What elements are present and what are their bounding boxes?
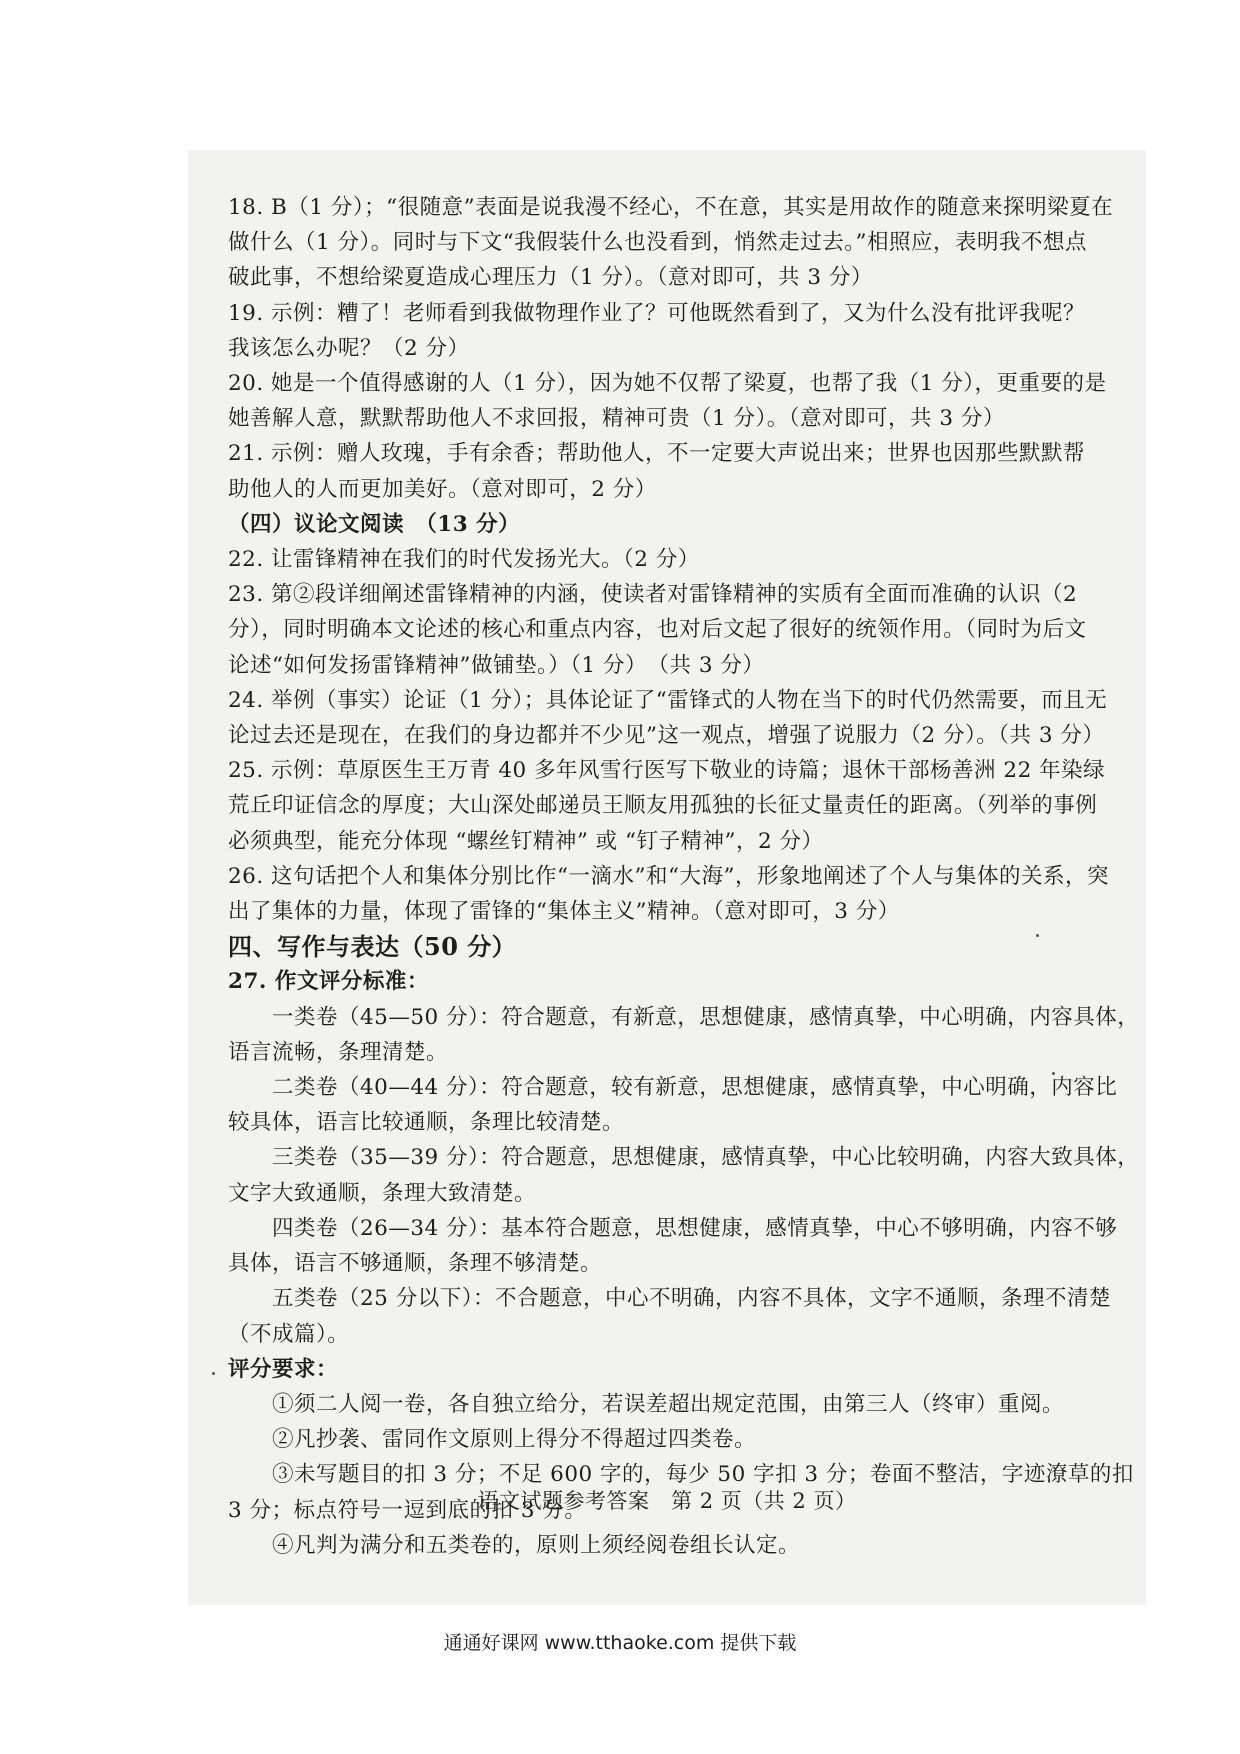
text-line: 21. 示例：赠人玫瑰，手有余香；帮助他人，不一定要大声说出来；世界也因那些默默帮 xyxy=(228,441,1086,467)
text-line: 语言流畅，条理清楚。 xyxy=(228,1039,449,1065)
text-line: 分），同时明确本文论述的核心和重点内容，也对后文起了很好的统领作用。（同时为后文 xyxy=(228,617,1087,643)
text-line: 荒丘印证信念的厚度；大山深处邮递员王顺友用孤独的长征丈量责任的距离。（列举的事例 xyxy=(228,793,1098,819)
text-line: 文字大致通顺，条理大致清楚。 xyxy=(228,1180,537,1206)
text-line: 必须典型，能充分体现 “螺丝钉精神” 或 “钉子精神”，2 分） xyxy=(228,828,824,854)
text-line: 三类卷（35—39 分）：符合题意，思想健康，感情真挚，中心比较明确，内容大致具体， xyxy=(272,1145,1140,1171)
text-line: 我该怎么办呢？（2 分） xyxy=(228,335,470,361)
text-line: 一类卷（45—50 分）：符合题意，有新意，思想健康，感情真挚，中心明确，内容具体， xyxy=(272,1004,1140,1030)
text-line: ②凡抄袭、雷同作文原则上得分不得超过四类卷。 xyxy=(272,1427,757,1453)
text-line: 3 分；标点符号一逗到底的扣 3 分。 xyxy=(228,1497,587,1523)
text-line: 破此事，不想给梁夏造成心理压力（1 分）。（意对即可，共 3 分） xyxy=(228,265,873,291)
text-line: ①须二人阅一卷，各自独立给分，若误差超出规定范围，由第三人（终审）重阅。 xyxy=(272,1391,1065,1417)
text-line: 18. B（1 分）；“很随意”表面是说我漫不经心，不在意，其实是用故作的随意来探明梁夏在 xyxy=(228,195,1114,220)
text-line: 26. 这句话把个人和集体分别比作“一滴水”和“大海”，形象地阐述了个人与集体的关系，突 xyxy=(228,863,1109,889)
text-line: （四）议论文阅读 （13 分） xyxy=(228,511,521,537)
text-line: 四、写作与表达（50 分） xyxy=(228,932,517,962)
text-line: 20. 她是一个值得感谢的人（1 分），因为她不仅帮了梁夏，也帮了我（1 分），更重要的是 xyxy=(228,371,1107,397)
text-line: 四类卷（26—34 分）：基本符合题意，思想健康，感情真挚，中心不够明确，内容不够 xyxy=(272,1215,1118,1241)
text-line: 论过去还是现在，在我们的身边都并不少见”这一观点，增强了说服力（2 分）。（共 3 分） xyxy=(228,723,1105,749)
text-line: 较具体，语言比较通顺，条理比较清楚。 xyxy=(228,1110,625,1136)
text-line: 22. 让雷锋精神在我们的时代发扬光大。（2 分） xyxy=(228,547,700,573)
text-line: 评分要求： xyxy=(228,1356,339,1382)
text-line: 做什么（1 分）。同时与下文“我假装什么也没看到，悄然走过去。”相照应，表明我不想点 xyxy=(228,230,1088,256)
text-line: 24. 举例（事实）论证（1 分）；具体论证了“雷锋式的人物在当下的时代仍然需要，而且无 xyxy=(228,687,1108,713)
text-line: 五类卷（25 分以下）：不合题意，中心不明确，内容不具体，文字不通顺，条理不清楚 xyxy=(272,1286,1111,1312)
text-line: 二类卷（40—44 分）：符合题意，较有新意，思想健康，感情真挚，中心明确，内容比 xyxy=(272,1075,1118,1101)
text-line: 论述“如何发扬雷锋精神”做铺垫。）（1 分） （共 3 分） xyxy=(228,652,765,678)
text-line: 19. 示例：糟了！老师看到我做物理作业了？可他既然看到了，又为什么没有批评我呢？ xyxy=(228,300,1086,326)
text-line: （不成篇）。 xyxy=(228,1321,350,1347)
text-line: ③未写题目的扣 3 分；不足 600 字的，每少 50 字扣 3 分；卷面不整洁，字迹潦草的扣 xyxy=(272,1462,1134,1488)
text-line: 23. 第②段详细阐述雷锋精神的内涵，使读者对雷锋精神的实质有全面而准确的认识（2 xyxy=(228,582,1078,608)
text-line: ④凡判为满分和五类卷的，原则上须经阅卷组长认定。 xyxy=(272,1532,801,1558)
page-footer: 语文试题参考答案 第 2 页（共 2 页） xyxy=(477,1489,857,1513)
text-line: 27. 作文评分标准： xyxy=(228,969,429,995)
text-line: 25. 示例：草原医生王万青 40 多年风雪行医写下敬业的诗篇；退休干部杨善洲 22 年染绿 xyxy=(228,758,1106,784)
text-line: 具体，语言不够通顺，条理不够清楚。 xyxy=(228,1251,603,1277)
scan-speck xyxy=(212,1372,215,1375)
text-line: 出了集体的力量，体现了雷锋的“集体主义”精神。（意对即可，3 分） xyxy=(228,899,900,925)
answer-text-body xyxy=(228,190,1140,1563)
text-line: 助他人的人而更加美好。（意对即可，2 分） xyxy=(228,476,657,502)
download-credit: 通通好课网 www.tthaoke.com 提供下载 xyxy=(443,1632,797,1654)
text-line: 她善解人意，默默帮助他人不求回报，精神可贵（1 分）。（意对即可，共 3 分） xyxy=(228,406,1005,432)
